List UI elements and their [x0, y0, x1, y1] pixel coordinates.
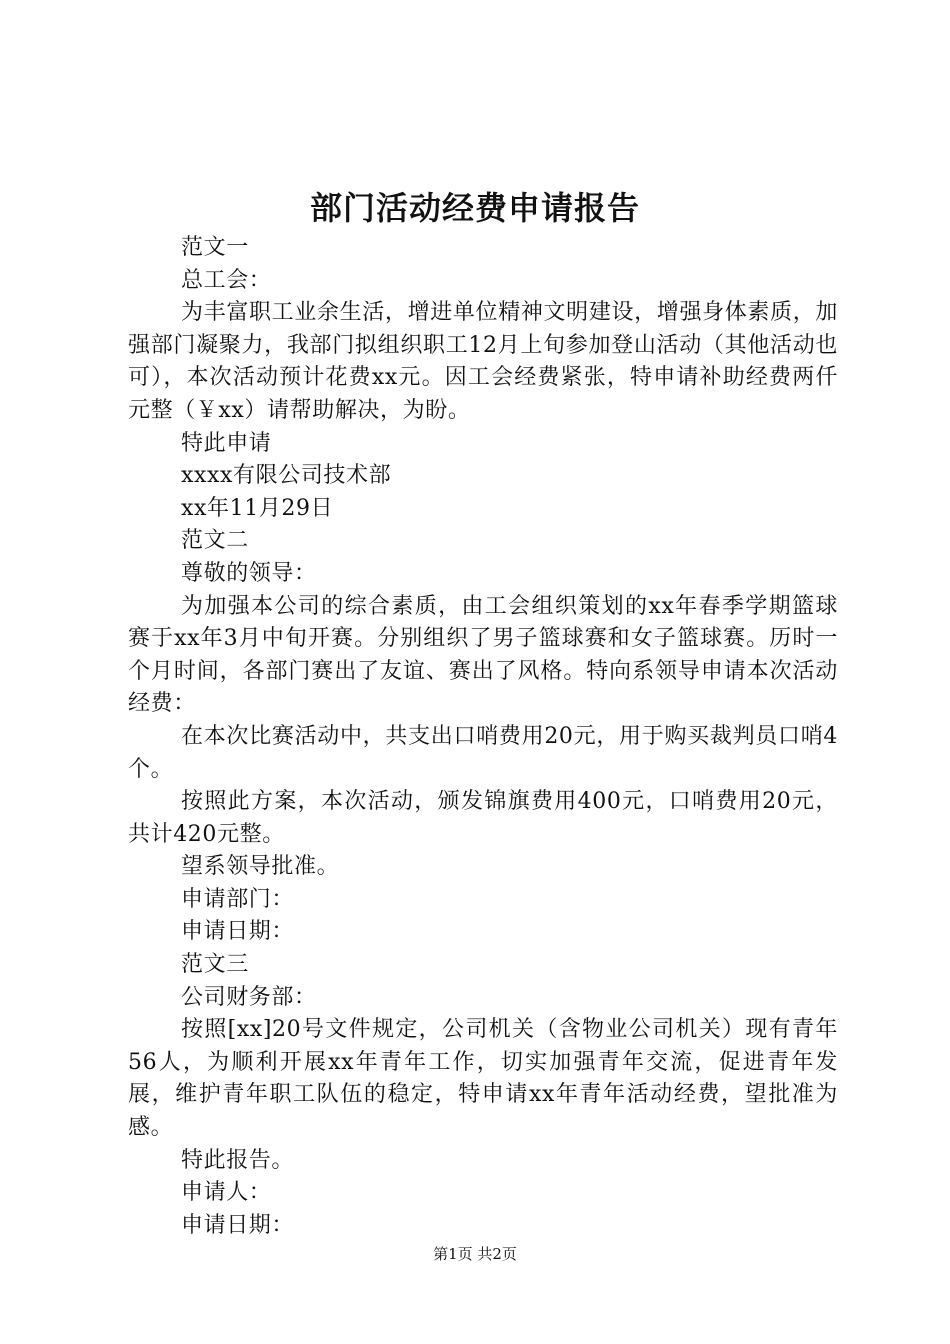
paragraph-12: 望系领导批准。 — [181, 854, 340, 880]
page-footer: 第1页 共2页 — [433, 1245, 517, 1263]
paragraph-8: 尊敬的领导： — [181, 560, 317, 586]
paragraph-19: 申请人： — [181, 1180, 272, 1206]
paragraph-7: 范文二 — [181, 528, 249, 554]
paragraph-11: 按照此方案，本次活动，颁发锦旗费用400元，口哨费用20元，共计420元整。 — [128, 789, 838, 847]
paragraph-17: 按照[xx]20号文件规定，公司机关（含物业公司机关）现有青年56人，为顺利开展xx年青年工作，切实加强青年交流，促进青年发展，维护青年职工队伍的稳定，特申请xx年青年活动经费，望批准为感。 — [128, 1017, 838, 1141]
paragraph-20: 申请日期： — [181, 1212, 295, 1238]
paragraph-9: 为加强本公司的综合素质，由工会组织策划的xx年春季学期篮球赛于xx年3月中旬开赛。分别组织了男子篮球赛和女子篮球赛。历时一个月时间，各部门赛出了友谊、赛出了风格。特向系领导申请本次活动经费： — [128, 593, 838, 717]
paragraph-5: xxxx有限公司技术部 — [181, 463, 392, 489]
paragraph-4: 特此申请 — [181, 430, 272, 456]
paragraph-14: 申请日期： — [181, 919, 295, 945]
paragraph-10: 在本次比赛活动中，共支出口哨费用20元，用于购买裁判员口哨4个。 — [128, 723, 838, 782]
paragraph-16: 公司财务部： — [181, 984, 317, 1010]
document-body — [128, 232, 838, 1242]
paragraph-15: 范文三 — [181, 952, 249, 978]
paragraph-13: 申请部门： — [181, 886, 295, 912]
paragraph-3: 为丰富职工业余生活，增进单位精神文明建设，增强身体素质，加强部门凝聚力，我部门拟组织职工12月上旬参加登山活动（其他活动也可），本次活动预计花费xx元。因工会经费紧张，特申请补助经费两仟元整（￥xx）请帮助解决，为盼。 — [128, 300, 838, 423]
paragraph-6: xx年11月29日 — [181, 495, 334, 521]
paragraph-18: 特此报告。 — [181, 1147, 295, 1173]
document-title: 部门活动经费申请报告 — [309, 189, 640, 227]
paragraph-1: 范文一 — [181, 235, 249, 260]
paragraph-2: 总工会： — [181, 267, 272, 293]
